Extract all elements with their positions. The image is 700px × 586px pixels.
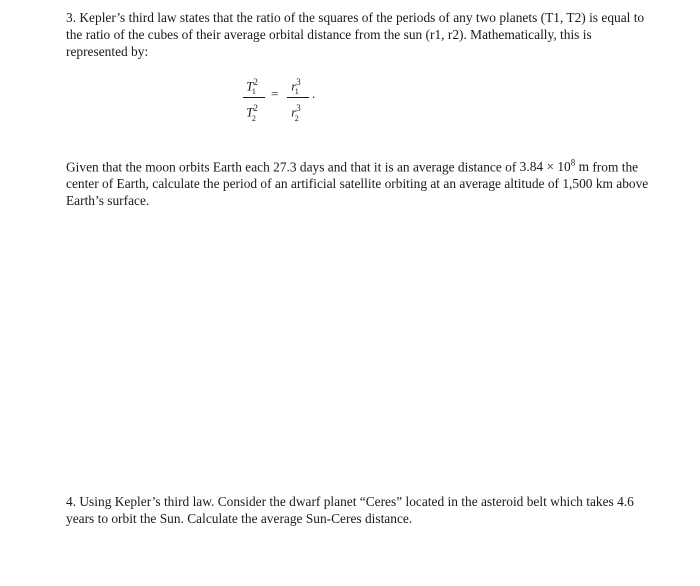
given-text-before: Given that the moon orbits Earth each 27.3 days and that it is an average distance of <box>66 159 520 175</box>
eq-left-den-sup: 2 <box>253 103 258 114</box>
eq-right-den-base: r <box>291 104 297 120</box>
eq-left-num-sup: 2 <box>253 77 258 87</box>
eq-left-den-sub: 2 <box>251 113 256 123</box>
eq-right-num-base: r <box>291 78 297 94</box>
problem-4-statement: 4. Using Kepler’s third law. Consider the dwarf planet “Ceres” located in the asteroid belt which takes 4.6 years to orbit the Sun. Calculate the average Sun-Ceres distance. <box>66 494 634 526</box>
kepler-equation <box>242 75 332 125</box>
distance-ratio-fraction <box>286 75 310 122</box>
equals-sign: = <box>271 86 279 101</box>
eq-right-den-sup: 3 <box>296 103 301 114</box>
eq-right-den-sub: 2 <box>294 113 299 123</box>
eq-right-num-sub: 1 <box>294 87 299 97</box>
moon-distance-value: $3.84 \times 10^8$ m <box>519 158 589 175</box>
fraction-bar <box>287 97 309 98</box>
eq-left-den-base: T <box>246 104 254 120</box>
given-text-after: from the center of Earth, calculate the period of an artificial satellite orbiting at an average altitude of 1,500 km above Earth’s surface. <box>66 159 649 209</box>
period-ratio-fraction <box>242 75 266 122</box>
fraction-bar <box>243 97 265 98</box>
eq-right-num-sup: 3 <box>296 77 301 87</box>
eq-left-num-base: T <box>246 78 254 94</box>
eq-left-num-sub: 1 <box>251 87 256 97</box>
problem-3-given <box>66 155 656 209</box>
problem-3-statement: 3. Kepler’s third law states that the ratio of the squares of the periods of any two planets (T1, T2) is equal to the ratio of the cubes of their average orbital distance from the sun (r1, r2). Mathematically, this is represented by: <box>66 10 645 59</box>
equation-period: . <box>312 86 316 101</box>
